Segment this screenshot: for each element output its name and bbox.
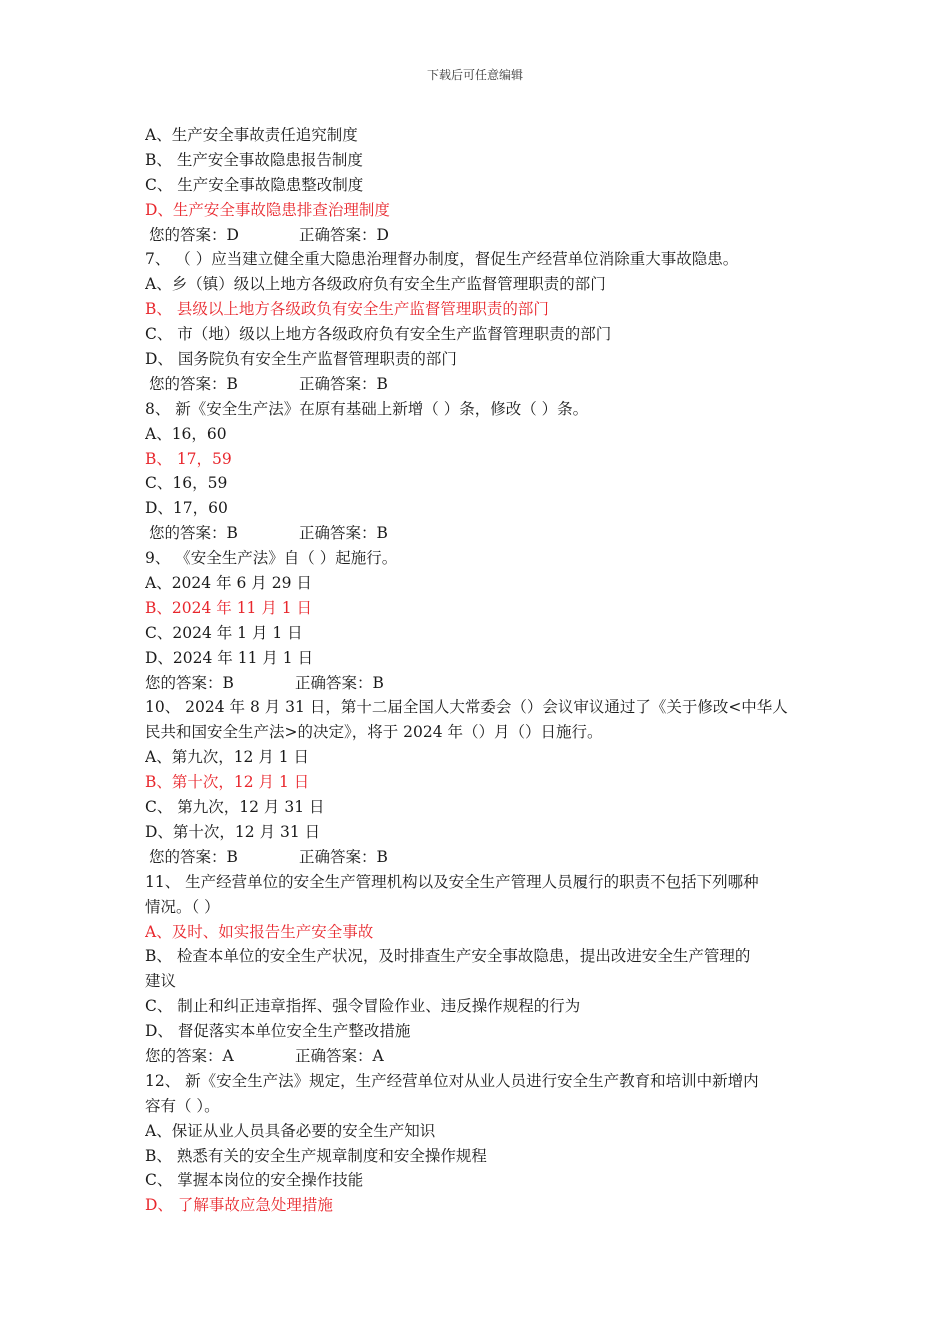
option-9d: D、2024 年 11 月 1 日 [145, 648, 314, 667]
answer-row-9 [145, 671, 810, 696]
option-10d: D、第十次，12 月 31 日 [145, 822, 321, 841]
option-11b-line1: B、 检查本单位的安全生产状况，及时排查生产安全事故隐患，提出改进安全生产管理的 [145, 947, 751, 966]
question-10-line2: 民共和国安全生产法>的决定》，将于 2024 年（）月（）日施行。 [145, 723, 603, 742]
your-answer: 您的答案：B [149, 524, 238, 543]
option-6b: B、 生产安全事故隐患报告制度 [145, 150, 363, 169]
question-8: 8、 新《安全生产法》在原有基础上新增（ ）条，修改（ ）条。 [145, 399, 589, 418]
option-8d: D、17，60 [145, 499, 228, 518]
option-7b-correct: B、 县级以上地方各级政负有安全生产监督管理职责的部门 [145, 300, 549, 319]
option-11b-line2: 建议 [145, 972, 177, 991]
correct-answer: 正确答案：B [299, 374, 388, 393]
option-11c: C、 制止和纠正违章指挥、强令冒险作业、违反操作规程的行为 [145, 997, 581, 1016]
answer-row-6 [145, 223, 810, 248]
option-6c: C、 生产安全事故隐患整改制度 [145, 175, 364, 194]
question-12-line2: 容有（ ）。 [145, 1096, 220, 1115]
option-10c: C、 第九次，12 月 31 日 [145, 798, 325, 817]
option-9b-correct: B、2024 年 11 月 1 日 [145, 598, 313, 617]
question-7: 7、 （ ）应当建立健全重大隐患治理督办制度，督促生产经营单位消除重大事故隐患。 [145, 250, 739, 269]
your-answer: 您的答案：A [145, 1046, 234, 1065]
answer-row-7 [145, 372, 810, 397]
option-8b-correct: B、 17，59 [145, 449, 232, 468]
option-12d-correct: D、 了解事故应急处理措施 [145, 1196, 333, 1215]
answer-row-11 [145, 1044, 810, 1069]
option-12c: C、 掌握本岗位的安全操作技能 [145, 1171, 364, 1190]
correct-answer: 正确答案：A [295, 1046, 384, 1065]
correct-answer: 正确答案：D [299, 225, 389, 244]
correct-answer: 正确答案：B [299, 524, 388, 543]
correct-answer: 正确答案：B [299, 847, 388, 866]
question-11-line2: 情况。（ ） [145, 897, 220, 916]
answer-row-10 [145, 845, 810, 870]
option-8a: A、16，60 [145, 424, 227, 443]
correct-answer: 正确答案：B [295, 673, 384, 692]
document-body [145, 123, 810, 1218]
option-7a: A、乡（镇）级以上地方各级政府负有安全生产监督管理职责的部门 [145, 275, 606, 294]
option-10b-correct: B、第十次，12 月 1 日 [145, 773, 310, 792]
question-12-line1: 12、 新《安全生产法》规定，生产经营单位对从业人员进行安全生产教育和培训中新增内 [145, 1071, 759, 1090]
option-7c: C、 市（地）级以上地方各级政府负有安全生产监督管理职责的部门 [145, 325, 612, 344]
your-answer: 您的答案：B [145, 673, 234, 692]
option-12a: A、保证从业人员具备必要的安全生产知识 [145, 1121, 436, 1140]
option-12b: B、 熟悉有关的安全生产规章制度和安全操作规程 [145, 1146, 487, 1165]
your-answer: 您的答案：D [149, 225, 239, 244]
option-10a: A、第九次，12 月 1 日 [145, 748, 310, 767]
page-header: 下载后可任意编辑 [426, 68, 523, 82]
option-7d: D、 国务院负有安全生产监督管理职责的部门 [145, 350, 457, 369]
question-9: 9、 《安全生产法》自（ ）起施行。 [145, 549, 398, 568]
your-answer: 您的答案：B [149, 847, 238, 866]
option-11a-correct: A、及时、如实报告生产安全事故 [145, 922, 374, 941]
option-6d-correct: D、生产安全事故隐患排查治理制度 [145, 200, 390, 219]
option-11d: D、 督促落实本单位安全生产整改措施 [145, 1022, 411, 1041]
answer-row-8 [145, 521, 810, 546]
question-11-line1: 11、 生产经营单位的安全生产管理机构以及安全生产管理人员履行的职责不包括下列哪种 [145, 872, 759, 891]
question-10-line1: 10、 2024 年 8 月 31 日，第十二届全国人大常委会（）会议审议通过了《关于修改<中华人 [145, 698, 788, 717]
option-6a: A、生产安全事故责任追究制度 [145, 126, 358, 144]
option-9a: A、2024 年 6 月 29 日 [145, 574, 312, 593]
option-9c: C、2024 年 1 月 1 日 [145, 623, 303, 642]
option-8c: C、16，59 [145, 474, 228, 493]
your-answer: 您的答案：B [149, 374, 238, 393]
